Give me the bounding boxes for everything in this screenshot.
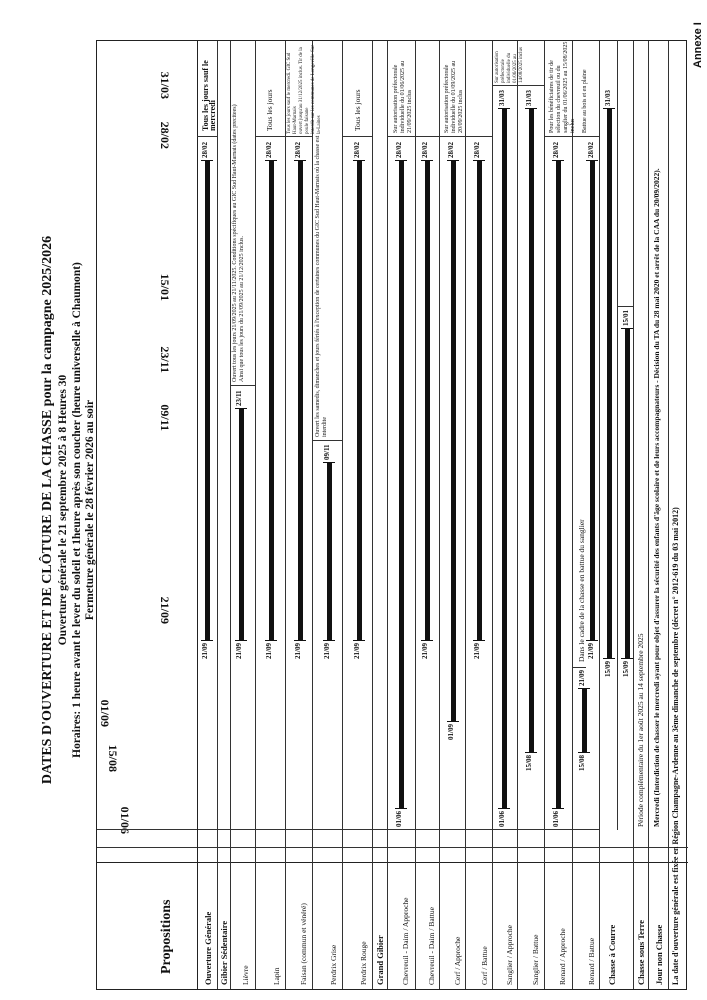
row-label-chasse-courre: Chasse à Courre <box>607 924 617 985</box>
column-rule <box>97 829 599 830</box>
end-date: 28/02 <box>201 142 209 158</box>
renard-note-line: sanglier du 01/06/2025 au 15/08/2025 inclus <box>563 41 576 133</box>
end-date: 28/02 <box>447 142 455 158</box>
note-separator <box>492 85 517 86</box>
start-date: 15/08 <box>578 755 586 771</box>
row-label-jour-non-chasse: Jour non Chasse <box>654 924 664 985</box>
hunting-dates-table <box>96 40 687 990</box>
row-label-sanglier-battue: Sanglier / Battue <box>531 934 540 985</box>
end-date: 28/02 <box>587 142 595 158</box>
note-separator <box>439 136 465 137</box>
start-date: 21/09 <box>201 643 209 659</box>
mid-tick <box>578 688 590 689</box>
date-header-1501: 15/01 <box>158 273 172 301</box>
end-tick <box>201 160 213 161</box>
end-tick <box>323 462 335 463</box>
sanglier-note-line: Sur autorisation préfectorale individuelle du 01/06/2025 au <box>495 51 518 83</box>
note-separator <box>342 136 372 137</box>
perdrix-grise-note-line: interdite <box>322 417 328 437</box>
period-bar <box>625 329 630 659</box>
row-label-renard-approche: Renard / Approche <box>558 928 567 985</box>
note-separator <box>312 440 342 441</box>
end-date: 28/02 <box>421 142 429 158</box>
end-tick <box>421 160 433 161</box>
cerf-approche-note <box>444 41 465 133</box>
period-bar <box>298 161 303 641</box>
period-bar <box>327 463 332 641</box>
end-tick <box>525 108 537 109</box>
note-separator <box>285 136 312 137</box>
row-rule <box>342 41 343 989</box>
period-bar <box>582 689 587 753</box>
end-date: 31/03 <box>604 90 612 106</box>
row-rule <box>415 41 416 989</box>
subtitle-closing: Fermeture générale le 28 février 2026 au soir <box>84 399 96 621</box>
date-header-2802: 28/02 <box>158 121 172 149</box>
end-tick <box>552 160 564 161</box>
periode-complementaire: Période complémentaire du 1er août 2025 au 14 septembre 2025 <box>636 633 645 827</box>
end-tick <box>294 160 306 161</box>
period-bar <box>529 109 534 753</box>
row-rule <box>617 40 618 830</box>
period-bar <box>269 161 274 641</box>
renard-battue-note: Battue au bois et en plaine <box>582 69 588 133</box>
row-rule <box>633 41 634 989</box>
end-tick <box>586 160 598 161</box>
end-tick <box>447 160 459 161</box>
note-separator <box>517 85 544 86</box>
perdrix-rouge-note: Tous les jours <box>353 89 362 131</box>
row-label-perdrix-grise: Perdrix Grise <box>329 944 338 985</box>
ouverture-note: Tous les jours sauf le mercredi <box>201 60 217 131</box>
period-bar <box>607 109 612 659</box>
period-bar <box>425 161 430 641</box>
row-rule <box>387 41 388 989</box>
chevreuil-note-line: 21/09/2025 inclus <box>407 89 413 133</box>
end-date: 28/02 <box>473 142 481 158</box>
chevreuil-note-line: Sur autorisation préfectorale individuelle du 01/06/2025 au <box>393 60 406 133</box>
row-label-perdrix-rouge: Perdrix Rouge <box>359 941 368 985</box>
row-rule <box>544 41 545 989</box>
end-date: 31/03 <box>525 90 533 106</box>
document-title: DATES D'OUVERTURE ET DE CLÔTURE DE LA CHASSE pour la campagne 2025/2026 <box>40 235 55 785</box>
row-rule <box>439 41 440 989</box>
note-separator <box>617 306 633 307</box>
end-date: 28/02 <box>265 142 273 158</box>
start-date: 15/08 <box>525 755 533 771</box>
perdrix-grise-note-line: Ouvert les samedis, dimanches et jours fériés à l'exception de certaines communes du GIC Sud Haut-Marnais où la chasse est <box>315 135 321 437</box>
start-date: 21/09 <box>235 643 243 659</box>
lievre-note <box>232 52 246 382</box>
start-date: 01/09 <box>447 724 455 740</box>
note-separator <box>415 136 439 137</box>
note-separator <box>544 136 572 137</box>
row-rule <box>255 41 256 989</box>
end-tick <box>235 408 247 409</box>
period-bar <box>239 409 244 641</box>
annexe-label: Annexe I <box>692 22 704 68</box>
row-rule <box>230 41 231 989</box>
end-tick <box>603 108 615 109</box>
end-tick <box>621 328 633 329</box>
row-rule <box>599 41 600 989</box>
faisan-note-line: interdit sur les communes de Longeville-Sur-la-Laines <box>311 43 322 134</box>
period-bar <box>357 161 362 641</box>
end-date: 28/02 <box>294 142 302 158</box>
jour-non-chasse-text: Mercredi (Interdiction de chasser le mercredi ayant pour objet d'assurer la sécurité des enfants d'âge scolaire et de leurs accompagnateurs - Décision du TA du 28 mai 2020 et arrêt de la CAA du 20/09/2022). <box>652 168 661 827</box>
row-rule <box>217 41 218 989</box>
lievre-note-line: Ouvert tous les jours 21/09/2025 au 21/11/2025. Conditions spécifiques au GIC Sud Haut-Marnais (dates precitees) <box>232 104 238 382</box>
note-separator <box>465 136 492 137</box>
start-date: 21/09 <box>294 643 302 659</box>
note-separator <box>230 385 255 386</box>
note-separator <box>255 136 285 137</box>
end-date: 28/02 <box>395 142 403 158</box>
period-bar <box>590 161 595 641</box>
start-date: 21/09 <box>353 643 361 659</box>
date-header-1508: 15/08 <box>106 744 120 772</box>
note-separator <box>572 667 586 668</box>
date-header-0109: 01/09 <box>98 699 112 727</box>
end-tick <box>473 160 485 161</box>
start-date: 21/09 <box>265 643 273 659</box>
end-date: 23/11 <box>235 390 243 406</box>
period-bar <box>205 161 210 641</box>
start-date: 21/09 <box>587 643 595 659</box>
row-label-ouverture-generale: Ouverture Générale <box>203 911 213 985</box>
cerf-note-line: Sur autorisation préfectorale individuelle du 01/09/2025 au <box>444 60 457 133</box>
row-rule <box>517 41 518 989</box>
row-rule <box>285 41 286 989</box>
note-separator <box>197 136 217 137</box>
sanglier-note-line: 14/08/2025 inclus <box>519 47 524 83</box>
end-tick <box>265 160 277 161</box>
renard-note-line: Pour les bénéficiaires de tir de sélection du chevreuil ou du <box>549 60 562 133</box>
end-date: 28/02 <box>353 142 361 158</box>
row-rule <box>465 41 466 989</box>
footer-note: La date d'ouverture générale est fixée en Région Champagne-Ardenne au 3ème dimanche de septembre (décret n° 2012-619 du 03 mai 2012) <box>671 507 680 985</box>
date-header-2109: 21/09 <box>158 596 172 624</box>
start-date: 21/09 <box>421 643 429 659</box>
row-label-lapin: Lapin <box>272 967 281 985</box>
sanglier-approche-note <box>495 41 525 83</box>
start-date: 01/06 <box>552 811 560 827</box>
row-label-gibier-sedentaire: Gibier Sédentaire <box>219 920 229 985</box>
row-rule <box>668 41 669 989</box>
end-date: 15/01 <box>622 310 630 326</box>
row-rule <box>197 41 198 989</box>
propositions-header: Propositions <box>159 899 174 974</box>
end-tick <box>395 160 407 161</box>
note-separator <box>387 136 415 137</box>
row-label-chevreuil-approche: Chevreuil - Daim / Approche <box>401 897 410 985</box>
row-label-chasse-terre: Chasse sous Terre <box>636 919 646 985</box>
chevreuil-approche-note <box>393 41 414 133</box>
period-bar <box>502 109 507 809</box>
start-date: 01/06 <box>395 811 403 827</box>
renard-battue-mid-note: Dans le cadre de la chasse en battue du sanglier <box>577 519 586 662</box>
start-date: 21/09 <box>473 643 481 659</box>
subtitle-hours: Horaires: 1 heure avant le lever du soleil et 1heure après son coucher (heure universelle à Chaumont) <box>71 262 83 758</box>
end-date: 28/02 <box>552 142 560 158</box>
row-rule <box>648 41 649 989</box>
end-date: 31/03 <box>498 90 506 106</box>
date-header-2311: 23/11 <box>158 346 172 373</box>
row-label-cerf-approche: Cerf / Approche <box>453 936 462 985</box>
start-date: 15/09 <box>604 661 612 677</box>
period-bar <box>399 161 404 809</box>
row-label-faisan: Faisan (commun et vénéré) <box>299 903 308 985</box>
date-header-0911: 09/11 <box>158 404 172 431</box>
lievre-note-line: Ainsi que tous les jours du 21/09/2025 au 21/12/2025 inclus. <box>239 236 245 382</box>
row-rule <box>492 41 493 989</box>
end-date: 09/11 <box>323 444 331 460</box>
mid-date: 21/09 <box>578 670 586 686</box>
row-rule <box>572 41 573 989</box>
end-tick <box>498 108 510 109</box>
row-rule <box>312 41 313 989</box>
period-bar <box>556 161 561 809</box>
perdrix-grise-note <box>315 47 329 437</box>
row-rule <box>372 41 373 989</box>
faisan-note-line: ouvert jusqu'au 31/12/2025 inclus. Tir de la poule faisane <box>299 47 310 134</box>
row-label-lievre: Lièvre <box>241 965 250 985</box>
period-bar <box>451 161 456 722</box>
lapin-note: Tous les jours <box>265 89 274 131</box>
row-label-renard-battue: Renard / Battue <box>587 937 596 985</box>
row-label-sanglier-approche: Sanglier / Approche <box>505 925 514 985</box>
row-label-cerf-battue: Cerf / Battue <box>480 946 489 985</box>
renard-approche-note <box>549 41 577 133</box>
row-label-grand-gibier: Grand Gibier <box>375 935 385 985</box>
end-tick <box>353 160 365 161</box>
period-bar <box>477 161 482 641</box>
date-header-0106: 01/06 <box>118 806 132 834</box>
start-date: 15/09 <box>622 661 630 677</box>
cerf-note-line: 20/09/2025 inclus <box>458 89 464 133</box>
subtitle-opening: Ouverture générale le 21 septembre 2025 à 8 Heures 30 <box>57 374 69 646</box>
date-header-3103: 31/03 <box>158 71 172 99</box>
row-label-chevreuil-battue: Chevreuil - Daim / Battue <box>427 907 436 985</box>
note-separator <box>572 136 599 137</box>
start-date: 01/06 <box>498 811 506 827</box>
start-date: 21/09 <box>323 643 331 659</box>
faisan-note-line: Tous les jours sauf le mercredi. GIC Sud Haut-Marnais <box>287 52 298 134</box>
